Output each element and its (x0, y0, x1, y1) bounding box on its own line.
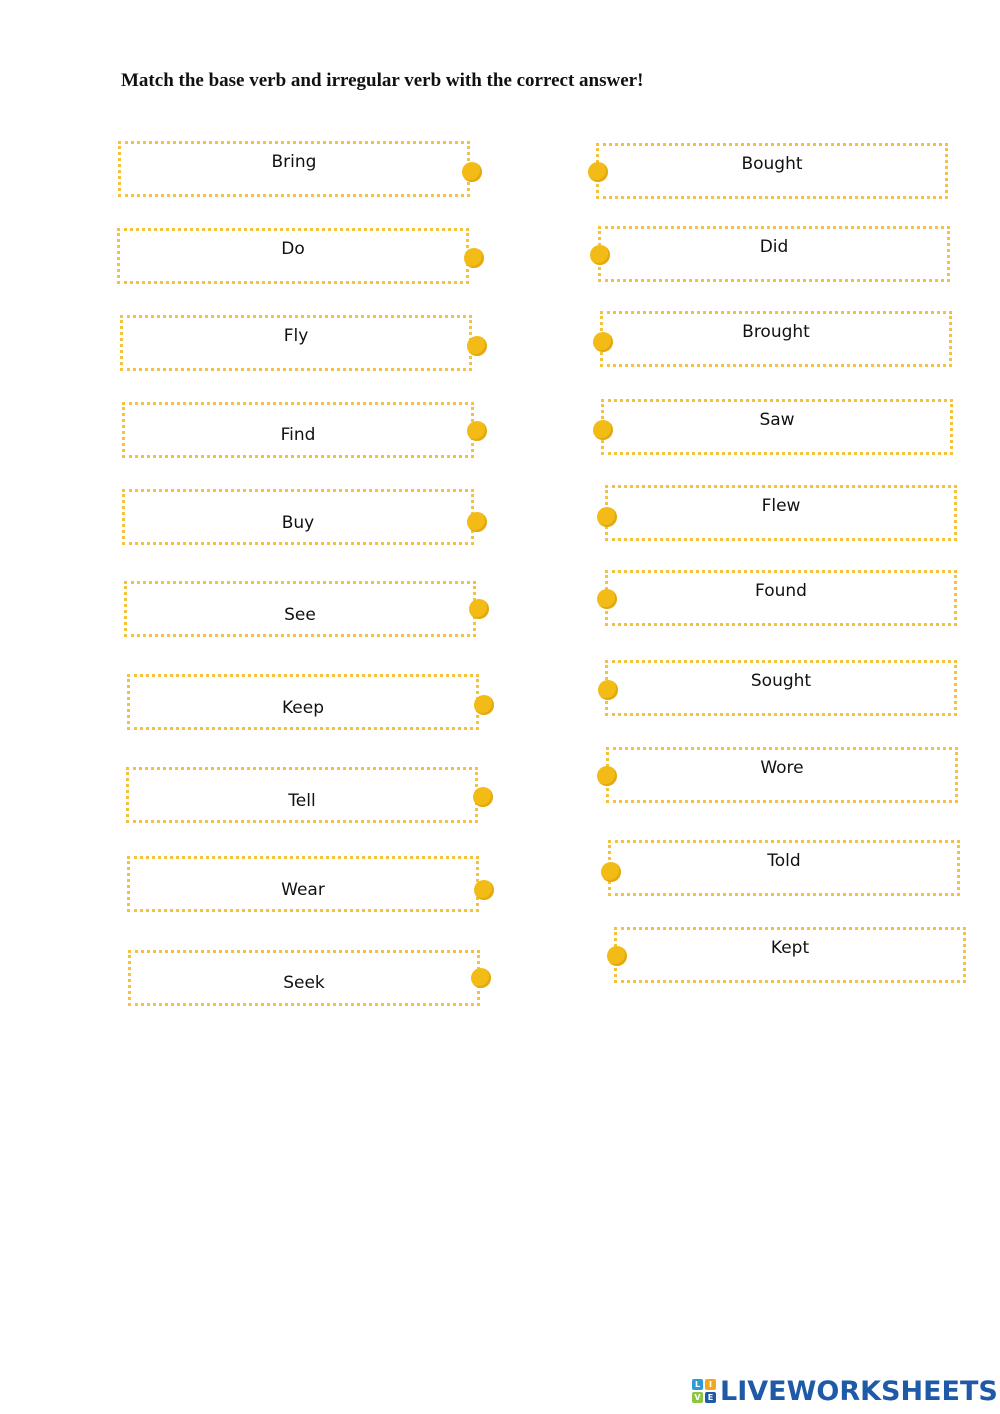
left-connector-dot[interactable] (464, 248, 484, 268)
right-item-box (598, 226, 950, 282)
right-item-label: Wore (760, 758, 804, 778)
right-connector-dot[interactable] (597, 766, 617, 786)
left-item-label: Do (281, 239, 305, 259)
left-item-box (122, 402, 474, 458)
right-item-label: Did (759, 237, 789, 257)
logo-mark-l: L (692, 1379, 703, 1390)
right-item-label: Brought (742, 322, 810, 342)
right-item-box (606, 747, 958, 803)
left-connector-dot[interactable] (473, 787, 493, 807)
right-connector-dot[interactable] (588, 162, 608, 182)
left-item-label: Tell (288, 791, 316, 811)
right-item-box (600, 311, 952, 367)
right-connector-dot[interactable] (593, 420, 613, 440)
right-item-label: Saw (759, 410, 795, 430)
logo-text: LIVEWORKSHEETS (720, 1375, 998, 1407)
left-item-box (126, 767, 478, 823)
right-item-label: Flew (761, 496, 801, 516)
logo-mark-e: E (705, 1392, 716, 1403)
right-connector-dot[interactable] (601, 862, 621, 882)
left-item-label: Bring (271, 152, 317, 172)
right-connector-dot[interactable] (590, 245, 610, 265)
right-item-box (605, 570, 957, 626)
right-item-label: Kept (770, 938, 810, 958)
right-item-box (605, 485, 957, 541)
right-connector-dot[interactable] (593, 332, 613, 352)
left-item-box (127, 856, 479, 912)
left-item-label: Find (280, 425, 316, 445)
left-item-label: Keep (281, 698, 324, 718)
liveworksheets-logo (692, 1374, 998, 1408)
right-connector-dot[interactable] (607, 946, 627, 966)
logo-mark-v: V (692, 1392, 703, 1403)
right-connector-dot[interactable] (597, 507, 617, 527)
left-connector-dot[interactable] (467, 336, 487, 356)
left-item-box (118, 141, 470, 197)
left-item-label: Seek (283, 973, 325, 993)
right-item-label: Found (755, 581, 807, 601)
right-item-box (596, 143, 948, 199)
left-item-box (124, 581, 476, 637)
left-item-box (128, 950, 480, 1006)
right-item-label: Told (767, 851, 801, 871)
logo-mark-i: I (705, 1379, 716, 1390)
left-connector-dot[interactable] (474, 695, 494, 715)
right-item-box (608, 840, 960, 896)
left-connector-dot[interactable] (474, 880, 494, 900)
left-item-label: Buy (281, 513, 315, 533)
left-item-box (122, 489, 474, 545)
instruction-heading: Match the base verb and irregular verb with the correct answer! (121, 70, 644, 91)
left-connector-dot[interactable] (471, 968, 491, 988)
left-item-label: See (284, 605, 316, 625)
right-item-box (601, 399, 953, 455)
left-item-box (127, 674, 479, 730)
right-item-label: Sought (750, 671, 812, 691)
liveworksheets-logo-icon (692, 1379, 716, 1403)
left-item-box (120, 315, 472, 371)
right-item-box (614, 927, 966, 983)
left-connector-dot[interactable] (467, 512, 487, 532)
left-item-label: Fly (283, 326, 309, 346)
left-connector-dot[interactable] (462, 162, 482, 182)
left-connector-dot[interactable] (467, 421, 487, 441)
left-item-label: Wear (281, 880, 325, 900)
right-connector-dot[interactable] (597, 589, 617, 609)
right-connector-dot[interactable] (598, 680, 618, 700)
right-item-label: Bought (741, 154, 803, 174)
left-item-box (117, 228, 469, 284)
left-connector-dot[interactable] (469, 599, 489, 619)
right-item-box (605, 660, 957, 716)
